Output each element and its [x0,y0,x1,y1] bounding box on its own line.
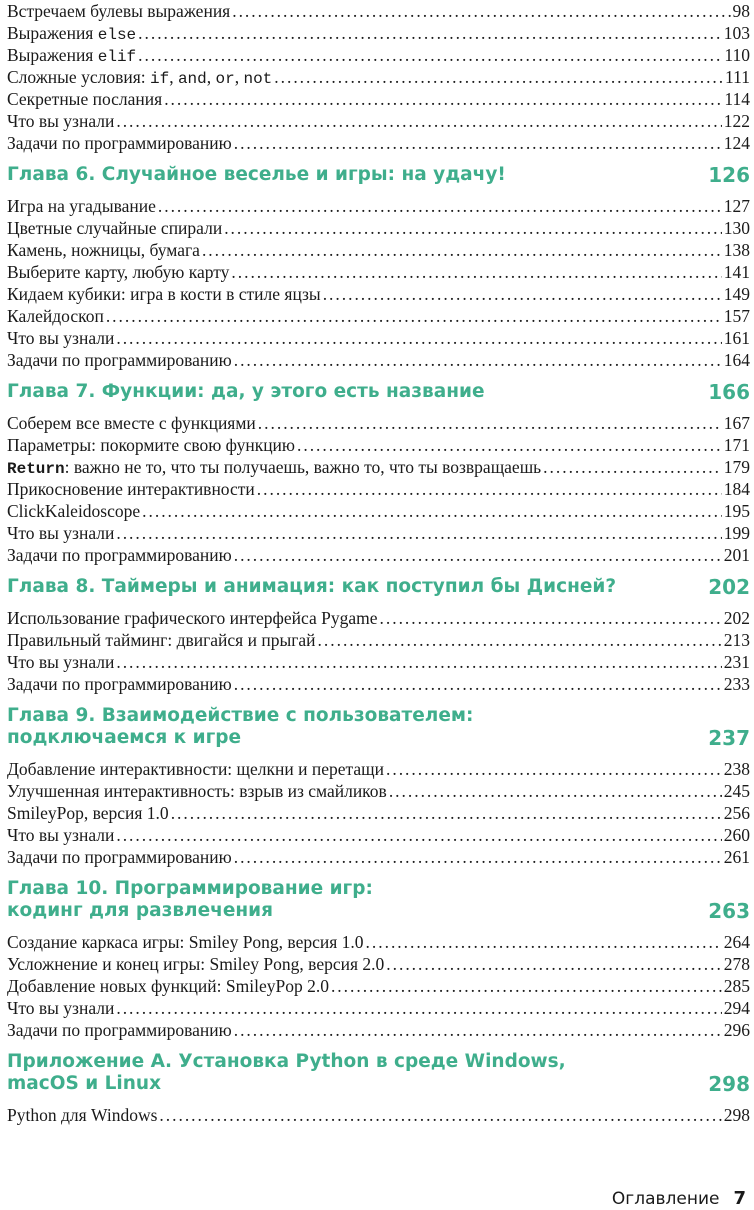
toc-page-number: 161 [723,328,750,348]
chapter-title-line: Глава 9. Взаимодействие с пользователем: [7,705,474,726]
toc-entry-title [7,824,114,846]
toc-entry[interactable] [7,0,750,22]
entry-text: Встречаем булевы выражения [7,1,231,21]
chapter-heading[interactable] [7,576,750,598]
entry-text: Сложные условия: [7,67,150,87]
chapter-heading[interactable] [7,164,750,186]
toc-entry[interactable] [7,975,750,997]
toc-page-number: 111 [725,67,750,87]
dot-leader [389,780,722,802]
toc-entry-title [7,44,136,68]
entry-text: Усложнение и конец игры: Smiley Pong, версия 2.0 [7,954,385,974]
chapter-page-number: 263 [708,899,750,923]
toc-page-number: 124 [723,133,750,153]
toc-entry[interactable] [7,195,750,217]
toc-entry-title [7,217,222,239]
page-footer [612,1188,746,1210]
dot-leader [202,239,722,261]
dot-leader [380,607,722,629]
toc-entry-title [7,327,114,349]
toc-entry[interactable] [7,261,750,283]
toc-entry[interactable] [7,305,750,327]
toc-entry-title [7,758,384,780]
toc-entry[interactable] [7,283,750,305]
toc-entry[interactable] [7,110,750,132]
toc-page-number: 195 [723,501,750,521]
dot-leader [138,22,722,44]
toc-entry-title [7,953,384,975]
entry-text: ClickKaleidoscope [7,501,141,521]
toc-entry[interactable] [7,434,750,456]
entry-text: Игра на угадывание [7,196,156,216]
code-text: or [215,70,235,88]
toc-entry-title [7,283,321,305]
chapter-title-line: Глава 7. Функции: да, у этого есть название [7,381,485,402]
dot-leader [116,110,721,132]
toc-entry[interactable] [7,607,750,629]
toc-page-number: 157 [723,306,750,326]
dot-leader [116,651,721,673]
dot-leader [543,456,722,478]
toc-entry[interactable] [7,953,750,975]
dot-leader [224,217,722,239]
chapter-heading[interactable] [7,878,750,922]
toc-entry[interactable] [7,349,750,371]
dot-leader [142,500,722,522]
toc-entry[interactable] [7,66,750,88]
dot-leader [106,305,722,327]
toc-entry-title [7,522,114,544]
chapter-title [7,576,708,598]
toc-entry[interactable] [7,1104,750,1126]
code-text: else [97,26,137,44]
toc-entry-title [7,478,255,500]
chapter-page-number: 237 [708,726,750,750]
toc-entry[interactable] [7,629,750,651]
dot-leader [297,434,722,456]
toc-entry[interactable] [7,456,750,478]
toc-entry-title [7,0,230,22]
dot-leader [234,1019,722,1041]
entry-text: Соберем все вместе с функциями [7,413,256,433]
dot-leader [116,522,721,544]
dot-leader [274,66,723,88]
chapter-title [7,878,708,922]
code-text: and [177,70,207,88]
dot-leader [116,824,721,846]
chapter-title [7,164,708,186]
dot-leader [318,629,722,651]
toc-entry-title [7,544,232,566]
toc-entry[interactable] [7,673,750,695]
chapter-page-number: 166 [708,380,750,404]
toc-page-number: 202 [723,608,750,628]
chapter-title [7,705,708,749]
dot-leader [331,975,722,997]
toc-entry[interactable] [7,412,750,434]
toc-page-number: 179 [723,457,750,477]
toc-page-number: 122 [723,111,750,131]
chapter-title-line: Глава 6. Случайное веселье и игры: на удачу! [7,164,506,185]
toc-page-number: 245 [723,781,750,801]
toc-page-number: 213 [723,630,750,650]
toc-page-number: 110 [724,45,750,65]
dot-leader [234,544,722,566]
chapter-heading[interactable] [7,381,750,403]
entry-text: Добавление новых функций: SmileyPop 2.0 [7,976,329,996]
toc-entry[interactable] [7,44,750,66]
code-text: elif [97,48,137,66]
toc-entry-title [7,66,272,90]
dot-leader [234,673,722,695]
toc-entry-title [7,456,541,480]
toc-entry[interactable] [7,132,750,154]
entry-text: Цветные случайные спирали [7,218,223,238]
dot-leader [234,132,722,154]
toc-page-number: 149 [723,284,750,304]
dot-leader [158,195,722,217]
toc-entry-title [7,651,114,673]
chapter-heading[interactable] [7,1051,750,1095]
entry-text: Задачи по программированию [7,847,232,867]
toc-entry[interactable] [7,522,750,544]
entry-text: Что вы узнали [7,328,115,348]
entry-text: Python для Windows [7,1105,158,1125]
entry-text: Калейдоскоп [7,306,104,326]
entry-text: Что вы узнали [7,111,115,131]
toc-entry-title [7,88,162,110]
toc-entry[interactable] [7,824,750,846]
toc-page-number: 98 [732,1,750,21]
entry-text: Что вы узнали [7,523,115,543]
chapter-heading[interactable] [7,705,750,749]
dot-leader [164,88,722,110]
table-of-contents [7,0,750,1126]
entry-text: Что вы узнали [7,652,115,672]
toc-entry-title [7,195,156,217]
toc-entry-title [7,629,316,651]
toc-entry[interactable] [7,217,750,239]
dot-leader [232,0,730,22]
toc-page-number: 138 [723,240,750,260]
chapter-title [7,1051,708,1095]
chapter-page-number: 202 [708,575,750,599]
entry-text: Выберите карту, любую карту [7,262,230,282]
toc-page-number: 199 [723,523,750,543]
toc-entry[interactable] [7,500,750,522]
toc-entry[interactable] [7,327,750,349]
toc-entry[interactable] [7,846,750,868]
toc-page-number: 114 [724,89,750,109]
toc-entry-title [7,500,140,522]
toc-entry-title [7,434,295,456]
chapter-title-line: Глава 10. Программирование игр: [7,878,373,899]
toc-entry-title [7,1104,157,1126]
toc-entry-title [7,780,387,802]
toc-page-number: 256 [723,803,750,823]
chapter-title-line: Глава 8. Таймеры и анимация: как поступил бы Дисней? [7,576,617,597]
toc-entry[interactable] [7,22,750,44]
toc-entry[interactable] [7,931,750,953]
entry-text: Что вы узнали [7,998,115,1018]
dot-leader [116,327,721,349]
entry-text: SmileyPop, версия 1.0 [7,803,169,823]
toc-page-number: 167 [723,413,750,433]
toc-page-number: 184 [723,479,750,499]
toc-entry[interactable] [7,88,750,110]
toc-page-number: 233 [723,674,750,694]
toc-entry-title [7,261,229,283]
entry-text: Кидаем кубики: игра в кости в стиле яцзы [7,284,321,304]
entry-text: Правильный тайминг: двигайся и прыгай [7,630,316,650]
chapter-title-line: подключаемся к игре [7,727,242,748]
entry-text: Выражения [7,23,98,43]
footer-section-title: Оглавление [611,1189,720,1209]
toc-entry-title [7,239,200,261]
entry-text: , [234,67,244,87]
entry-text: Параметры: покормите свою функцию [7,435,295,455]
toc-page-number: 171 [723,435,750,455]
toc-entry-title [7,673,232,695]
chapter-title [7,381,708,403]
entry-text: Использование графического интерфейса Pygame [7,608,378,628]
toc-entry-title [7,975,329,997]
toc-page-number: 298 [723,1105,750,1125]
entry-text: : важно не то, что ты получаешь, важно то, что ты возвращаешь [64,457,542,477]
dot-leader [138,44,722,66]
toc-entry-title [7,802,169,824]
dot-leader [258,412,722,434]
toc-page-number: 278 [723,954,750,974]
code-text: if [150,70,170,88]
code-text: not [243,70,273,88]
toc-entry-title [7,846,232,868]
toc-page-number: 261 [723,847,750,867]
toc-entry-title [7,132,232,154]
toc-entry-title [7,931,364,953]
toc-entry-title [7,349,232,371]
entry-text: Выражения [7,45,98,65]
chapter-page-number: 126 [708,163,750,187]
toc-entry-title [7,607,378,629]
entry-text: Задачи по программированию [7,133,232,153]
toc-page-number: 127 [723,196,750,216]
dot-leader [171,802,722,824]
toc-page-number: 130 [723,218,750,238]
dot-leader [366,931,722,953]
dot-leader [234,349,722,371]
toc-entry-title [7,1019,232,1041]
toc-page-number: 264 [723,932,750,952]
dot-leader [257,478,722,500]
chapter-title-line: кодинг для развлечения [7,900,274,921]
footer-page-number: 7 [733,1188,746,1209]
dot-leader [159,1104,721,1126]
toc-entry-title [7,412,256,434]
chapter-title-line: Приложение А. Установка Python в среде Windows, [7,1051,566,1072]
toc-entry-title [7,110,114,132]
dot-leader [323,283,722,305]
dot-leader [116,997,721,1019]
dot-leader [386,758,722,780]
toc-entry[interactable] [7,780,750,802]
toc-page-number: 141 [723,262,750,282]
toc-page-number: 164 [723,350,750,370]
chapter-title-line: macOS и Linux [7,1073,162,1094]
entry-text: Добавление интерактивности: щелкни и перетащи [7,759,384,779]
toc-entry-title [7,305,104,327]
entry-text: Камень, ножницы, бумага [7,240,200,260]
entry-text: Задачи по программированию [7,674,232,694]
entry-text: Улучшенная интерактивность: взрыв из смайликов [7,781,387,801]
toc-entry[interactable] [7,758,750,780]
toc-page-number: 260 [723,825,750,845]
toc-page-number: 294 [723,998,750,1018]
toc-page-number: 103 [723,23,750,43]
dot-leader [386,953,721,975]
chapter-page-number: 298 [708,1072,750,1096]
toc-entry-title [7,997,114,1019]
toc-page-number: 285 [723,976,750,996]
toc-entry[interactable] [7,1019,750,1041]
entry-text: Задачи по программированию [7,545,232,565]
toc-entry[interactable] [7,544,750,566]
toc-entry[interactable] [7,651,750,673]
dot-leader [231,261,721,283]
toc-entry[interactable] [7,802,750,824]
entry-text: Задачи по программированию [7,1020,232,1040]
toc-entry[interactable] [7,997,750,1019]
entry-text: , [206,67,216,87]
toc-entry[interactable] [7,478,750,500]
toc-page-number: 238 [723,759,750,779]
entry-text: Задачи по программированию [7,350,232,370]
code-text: Return [7,460,65,478]
toc-entry-title [7,22,136,46]
toc-page-number: 231 [723,652,750,672]
entry-text: Создание каркаса игры: Smiley Pong, версия 1.0 [7,932,364,952]
toc-page-number: 201 [723,545,750,565]
toc-page-number: 296 [723,1020,750,1040]
entry-text: , [169,67,178,87]
dot-leader [234,846,722,868]
entry-text: Что вы узнали [7,825,115,845]
entry-text: Прикосновение интерактивности [7,479,255,499]
entry-text: Секретные послания [7,89,163,109]
toc-entry[interactable] [7,239,750,261]
